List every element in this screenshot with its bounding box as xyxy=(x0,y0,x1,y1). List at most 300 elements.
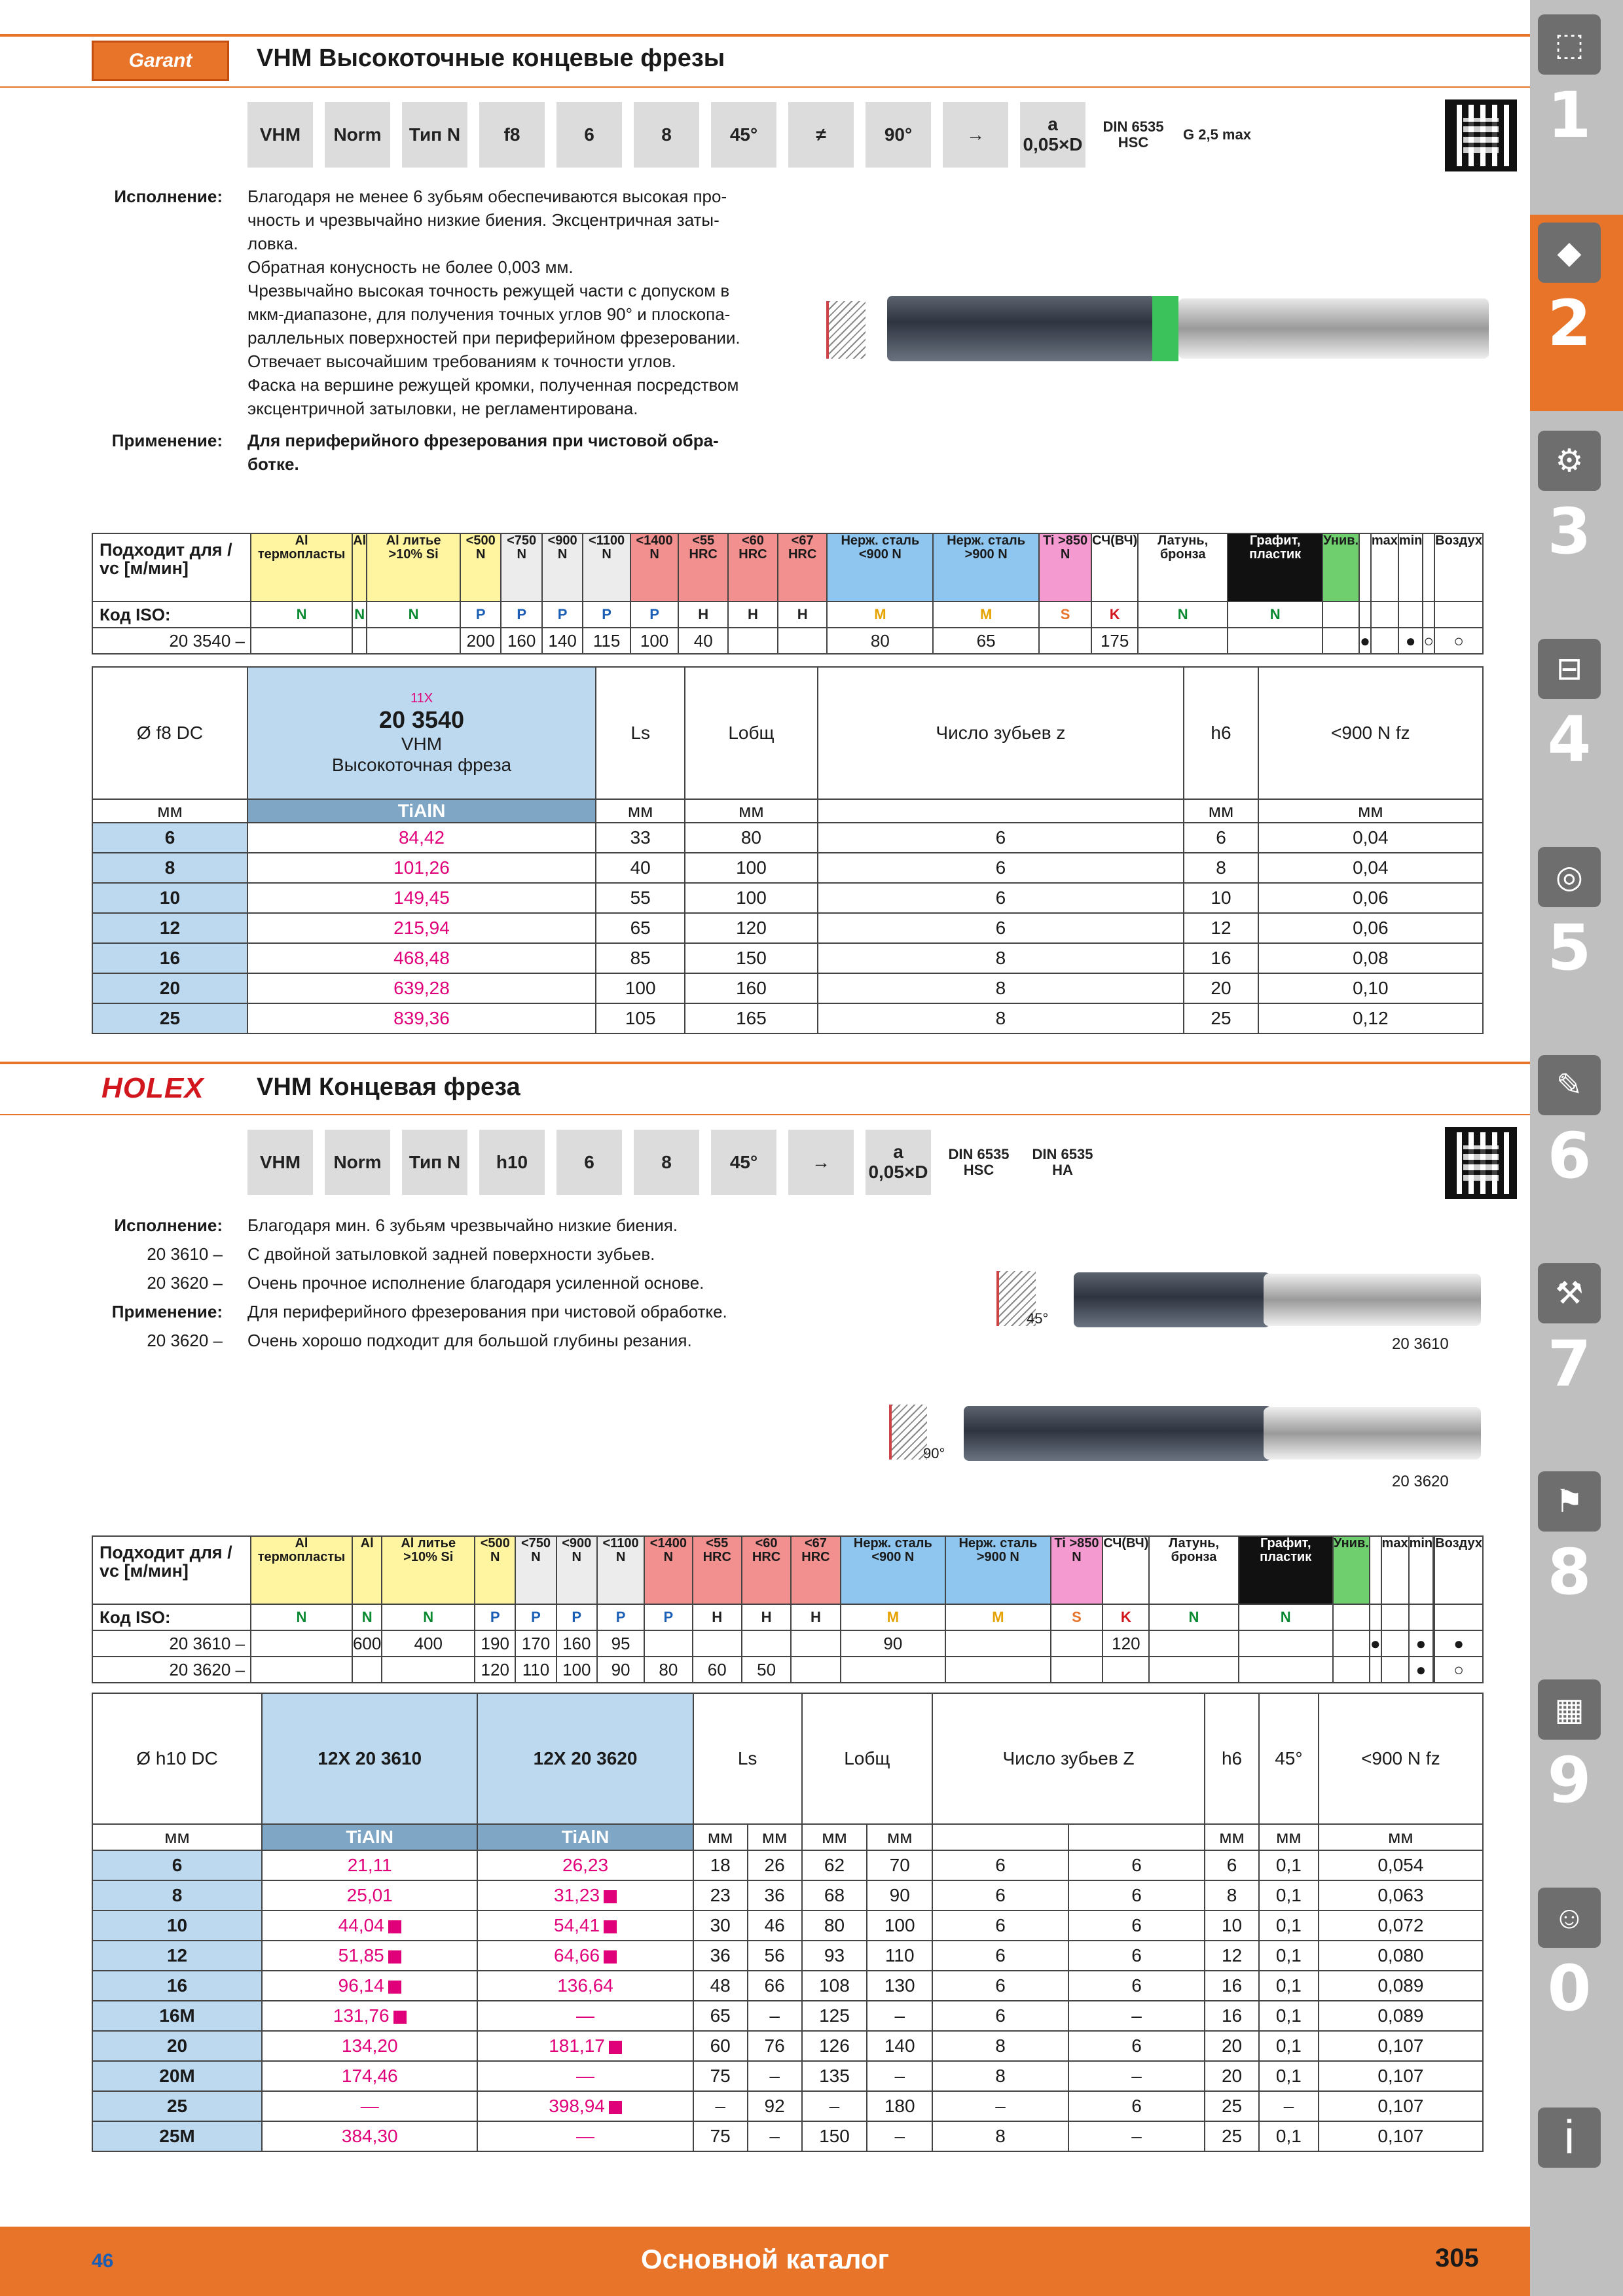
value: 93 xyxy=(802,1941,867,1971)
chapter-number: 2 xyxy=(1547,287,1592,360)
value: – xyxy=(802,2091,867,2121)
value: 0,08 xyxy=(1258,943,1483,973)
cutting-speed xyxy=(251,628,352,654)
stock-marker xyxy=(604,1950,617,1964)
caption-203620: 20 3620 xyxy=(1392,1473,1449,1490)
value: 60 xyxy=(693,2031,748,2061)
material-col: <500 N xyxy=(460,533,501,601)
cutting-speed: 600 xyxy=(352,1630,382,1657)
iso-code: P xyxy=(597,1604,644,1630)
value: 150 xyxy=(802,2121,867,2151)
value: 55 xyxy=(596,883,685,913)
chapter-number: 8 xyxy=(1547,1535,1592,1609)
value: – xyxy=(748,2061,802,2091)
material-col: max xyxy=(1381,1536,1409,1604)
line-text: Очень прочное исполнение благодаря усиленной основе. xyxy=(247,1273,704,1293)
material-col: Нерж. сталь >900 N xyxy=(945,1536,1051,1604)
sidebar-tab-4[interactable] xyxy=(1530,631,1623,781)
chapter-number: 4 xyxy=(1547,703,1592,776)
material-col: СЧ(ВЧ) xyxy=(1091,533,1138,601)
value: 6 xyxy=(1068,1941,1205,1971)
chapter-icon: ⊟ xyxy=(1538,639,1601,699)
footer-bar xyxy=(0,2227,1530,2296)
property-icon: DIN 6535 HSC xyxy=(943,1130,1015,1195)
iso-code xyxy=(1423,601,1434,628)
material-col: Воздух xyxy=(1434,533,1483,601)
value: 0,10 xyxy=(1258,973,1483,1003)
head-label: Подходит для / vc [м/мин] xyxy=(92,1536,251,1604)
sidebar-tab-9[interactable] xyxy=(1530,1672,1623,1822)
top-rule xyxy=(0,34,1530,37)
price: — xyxy=(477,2061,693,2091)
material-col: Графит, пластик xyxy=(1239,1536,1333,1604)
iso-code: P xyxy=(542,601,583,628)
cutting-speed: 120 xyxy=(1103,1630,1149,1657)
value: – xyxy=(1068,2121,1205,2151)
value: 6 xyxy=(1205,1850,1259,1880)
cutting-speed xyxy=(1381,1657,1409,1683)
iso-code xyxy=(1381,1604,1409,1630)
value: 85 xyxy=(596,943,685,973)
unit: мм xyxy=(1259,1824,1319,1850)
sidebar-tab-7[interactable] xyxy=(1530,1255,1623,1406)
value: 0,06 xyxy=(1258,883,1483,913)
cutting-speed xyxy=(251,1630,352,1657)
material-col: Нерж. сталь >900 N xyxy=(933,533,1039,601)
cutting-speed: ○ xyxy=(1434,1657,1483,1683)
iso-code: H xyxy=(778,601,828,628)
price: 384,30 xyxy=(262,2121,477,2151)
value: 0,107 xyxy=(1319,2061,1483,2091)
cutting-speed xyxy=(841,1657,946,1683)
material-col: min xyxy=(1409,1536,1434,1604)
column-header: Lобщ xyxy=(802,1693,933,1824)
product-table-2 xyxy=(92,1693,1484,2152)
material-col: <67 HRC xyxy=(791,1536,840,1604)
unit: мм xyxy=(748,1824,802,1850)
cutting-speed: 400 xyxy=(382,1630,475,1657)
iso-code: M xyxy=(841,1604,946,1630)
caption-203610: 20 3610 xyxy=(1392,1335,1449,1353)
line-label: 20 3620 – xyxy=(147,1273,223,1293)
cutting-speed: 50 xyxy=(742,1657,791,1683)
price: 44,04 xyxy=(262,1910,477,1941)
material-col: Al xyxy=(352,533,367,601)
cutting-speed: 80 xyxy=(827,628,933,654)
chapter-icon: ⚑ xyxy=(1538,1471,1601,1532)
column-header: Число зубьев Z xyxy=(932,1693,1205,1824)
iso-code xyxy=(1370,1604,1381,1630)
price: 84,42 xyxy=(247,823,596,853)
chapter-number: 1 xyxy=(1547,79,1592,152)
sidebar-tab-8[interactable] xyxy=(1530,1463,1623,1614)
material-col: СЧ(ВЧ) xyxy=(1103,1536,1149,1604)
price: 25,01 xyxy=(262,1880,477,1910)
section2-rule xyxy=(0,1062,1530,1064)
cutting-speed xyxy=(1051,1657,1103,1683)
value: – xyxy=(1259,2091,1319,2121)
row-label: 20 3610 – xyxy=(92,1630,251,1657)
value: – xyxy=(1068,2061,1205,2091)
price: 136,64 xyxy=(477,1971,693,2001)
value: – xyxy=(867,2001,932,2031)
sidebar-tab-6[interactable] xyxy=(1530,1047,1623,1198)
iso-label: Код ISO: xyxy=(92,1604,251,1630)
material-col: Воздух xyxy=(1434,1536,1483,1604)
value: – xyxy=(1068,2001,1205,2031)
diameter: 6 xyxy=(92,823,247,853)
chapter-icon: ☺ xyxy=(1538,1888,1601,1948)
value: 0,06 xyxy=(1258,913,1483,943)
article-header-2: 12X 20 3620 xyxy=(477,1693,693,1824)
line-label: 20 3610 – xyxy=(147,1244,223,1264)
value: 6 xyxy=(818,853,1184,883)
cutting-speed: 160 xyxy=(501,628,541,654)
cutting-speed xyxy=(1039,628,1091,654)
cutting-speed xyxy=(1103,1657,1149,1683)
cutting-speed xyxy=(1138,628,1228,654)
cutting-speed xyxy=(1370,1657,1381,1683)
property-icon: Тип N xyxy=(402,1130,467,1195)
application-label: Применение: xyxy=(111,431,223,450)
value: 6 xyxy=(1068,1971,1205,2001)
unit: мм xyxy=(685,799,817,823)
cutter-203620-flutes xyxy=(964,1406,1271,1461)
value: 0,04 xyxy=(1258,823,1483,853)
chapter-sidebar xyxy=(1530,0,1623,2296)
cutting-speed: 100 xyxy=(630,628,679,654)
value: 6 xyxy=(932,2001,1068,2031)
sidebar-tab-1[interactable] xyxy=(1530,7,1623,157)
cutter-203620-shank xyxy=(1264,1407,1481,1460)
iso-code: P xyxy=(460,601,501,628)
value: 6 xyxy=(1068,1910,1205,1941)
property-icon: 6 xyxy=(556,102,622,168)
material-col: Ti >850 N xyxy=(1039,533,1091,601)
stock-marker xyxy=(393,2011,407,2024)
diameter: 20 xyxy=(92,2031,262,2061)
material-col: min xyxy=(1398,533,1423,601)
price: 468,48 xyxy=(247,943,596,973)
cutting-speed xyxy=(1333,1657,1370,1683)
execution-line: эксцентричной затыловки, не регламентирована. xyxy=(247,399,638,418)
value: 26 xyxy=(748,1850,802,1880)
unit xyxy=(932,1824,1068,1850)
value: 0,1 xyxy=(1259,2061,1319,2091)
rule xyxy=(0,1114,1530,1115)
value: 160 xyxy=(685,973,817,1003)
chapter-number: 7 xyxy=(1547,1327,1592,1401)
property-icon: → xyxy=(943,102,1008,168)
article-text: VHM xyxy=(401,733,443,754)
value: 10 xyxy=(1184,883,1258,913)
cutting-speed xyxy=(778,628,828,654)
value: 0,107 xyxy=(1319,2091,1483,2121)
cutting-speed: 80 xyxy=(644,1657,692,1683)
diameter: 8 xyxy=(92,1880,262,1910)
property-icon: ≠ xyxy=(788,102,854,168)
diameter: 8 xyxy=(92,853,247,883)
cutting-speed xyxy=(251,1657,352,1683)
material-col: Al термопласты xyxy=(251,533,352,601)
cutting-speed: 120 xyxy=(475,1657,515,1683)
value: 25 xyxy=(1205,2091,1259,2121)
property-icon: 45° xyxy=(711,1130,776,1195)
value: 6 xyxy=(818,823,1184,853)
value: 6 xyxy=(1068,2091,1205,2121)
value: 48 xyxy=(693,1971,748,2001)
material-col: <55 HRC xyxy=(693,1536,742,1604)
value: 23 xyxy=(693,1880,748,1910)
execution-line: Фаска на вершине режущей кромки, полученная посредством xyxy=(247,375,739,395)
section2-title: VHM Концевая фреза xyxy=(257,1073,520,1101)
execution-line: Отвечает высочайшим требованиям к точности углов. xyxy=(247,351,676,371)
line-label: 20 3620 – xyxy=(147,1331,223,1350)
sidebar-tab-3[interactable] xyxy=(1530,423,1623,573)
value: 6 xyxy=(1068,2031,1205,2061)
value: 16 xyxy=(1184,943,1258,973)
iso-code: N xyxy=(1149,1604,1238,1630)
value: 25 xyxy=(1205,2121,1259,2151)
diameter: 20M xyxy=(92,2061,262,2091)
iso-code: H xyxy=(678,601,728,628)
cutting-speed: ● xyxy=(1359,628,1371,654)
material-col: max xyxy=(1371,533,1398,601)
chapter-icon: ▦ xyxy=(1538,1679,1601,1740)
material-col: Латунь, бронза xyxy=(1149,1536,1238,1604)
dc-header: Ø f8 DC xyxy=(92,667,247,799)
rule xyxy=(0,86,1530,88)
price: 181,17 xyxy=(477,2031,693,2061)
material-col: <900 N xyxy=(556,1536,597,1604)
value: 36 xyxy=(748,1880,802,1910)
diameter: 16 xyxy=(92,1971,262,2001)
value: 0,1 xyxy=(1259,2001,1319,2031)
property-icon: Тип N xyxy=(402,102,467,168)
coating: TiAlN xyxy=(247,799,596,823)
value: – xyxy=(748,2121,802,2151)
iso-code: N xyxy=(1228,601,1322,628)
column-header: Ls xyxy=(596,667,685,799)
price: 398,94 xyxy=(477,2091,693,2121)
price: 839,36 xyxy=(247,1003,596,1033)
stock-marker xyxy=(388,1981,401,1994)
sidebar-tab-0[interactable] xyxy=(1530,1880,1623,2030)
chapter-icon: ◎ xyxy=(1538,847,1601,907)
value: 16 xyxy=(1205,2001,1259,2031)
value: 75 xyxy=(693,2121,748,2151)
unit: мм xyxy=(1205,1824,1259,1850)
value: 8 xyxy=(818,943,1184,973)
cutting-speed xyxy=(1051,1630,1103,1657)
line-text: Для периферийного фрезерования при чистовой обработке. xyxy=(247,1302,727,1321)
price: 131,76 xyxy=(262,2001,477,2031)
cutting-speed xyxy=(1381,1630,1409,1657)
application-line: Для периферийного фрезерования при чистовой обра- xyxy=(247,431,719,450)
cutting-speed xyxy=(1371,628,1398,654)
property-icon: 6 xyxy=(556,1130,622,1195)
material-col xyxy=(1423,533,1434,601)
execution-line: раллельных поверхностей при периферийном фрезеровании. xyxy=(247,328,740,348)
property-icon: DIN 6535 HSC xyxy=(1097,102,1169,168)
line-text: Очень хорошо подходит для большой глубины резания. xyxy=(247,1331,692,1350)
unit: мм xyxy=(1184,799,1258,823)
value: 8 xyxy=(932,2031,1068,2061)
material-col: Унив. xyxy=(1333,1536,1370,1604)
diameter: 16M xyxy=(92,2001,262,2031)
material-col: Унив. xyxy=(1322,533,1359,601)
stock-marker xyxy=(604,1920,617,1933)
property-icon: f8 xyxy=(479,102,545,168)
column-header: 45° xyxy=(1259,1693,1319,1824)
cutting-speed xyxy=(791,1657,840,1683)
iso-code xyxy=(1333,1604,1370,1630)
material-col: Латунь, бронза xyxy=(1138,533,1228,601)
value: 18 xyxy=(693,1850,748,1880)
value: 12 xyxy=(1184,913,1258,943)
cutting-speed: 60 xyxy=(693,1657,742,1683)
cutting-speed xyxy=(644,1630,692,1657)
cutting-speed xyxy=(1333,1630,1370,1657)
iso-code: S xyxy=(1039,601,1091,628)
execution-line: чность и чрезвычайно низкие биения. Эксцентричная заты- xyxy=(247,210,720,230)
material-col: <60 HRC xyxy=(728,533,778,601)
material-col: Al литье >10% Si xyxy=(367,533,460,601)
cutter-shank-image xyxy=(1178,298,1489,359)
application-line: ботке. xyxy=(247,454,299,474)
row-label: 20 3540 – xyxy=(92,628,251,654)
chapter-number: 0 xyxy=(1547,1952,1592,2025)
value: 0,080 xyxy=(1319,1941,1483,1971)
sidebar-tab-2[interactable] xyxy=(1530,215,1623,411)
diameter: 16 xyxy=(92,943,247,973)
unit: мм xyxy=(867,1824,932,1850)
value: 0,1 xyxy=(1259,1941,1319,1971)
iso-code: P xyxy=(515,1604,556,1630)
diameter: 25 xyxy=(92,2091,262,2121)
value: 65 xyxy=(693,2001,748,2031)
cutting-speed xyxy=(352,1657,382,1683)
unit: мм xyxy=(1319,1824,1483,1850)
diameter: 6 xyxy=(92,1850,262,1880)
chapter-icon: ⬚ xyxy=(1538,14,1601,75)
cutting-speed: ● xyxy=(1398,628,1423,654)
cutting-speed xyxy=(1239,1630,1333,1657)
value: 6 xyxy=(932,1850,1068,1880)
stock-marker xyxy=(604,1890,617,1903)
value: 46 xyxy=(748,1910,802,1941)
value: 36 xyxy=(693,1941,748,1971)
row-label: 20 3620 – xyxy=(92,1657,251,1683)
material-col: Ti >850 N xyxy=(1051,1536,1103,1604)
value: – xyxy=(867,2061,932,2091)
value: 0,1 xyxy=(1259,1910,1319,1941)
sidebar-tab-i[interactable] xyxy=(1530,2088,1623,2238)
value: 12 xyxy=(1205,1941,1259,1971)
value: 65 xyxy=(596,913,685,943)
section1-title: VHM Высокоточные концевые фрезы xyxy=(257,45,725,72)
execution-line: Чрезвычайно высокая точность режущей части с допуском в xyxy=(247,281,730,300)
sidebar-tab-5[interactable] xyxy=(1530,839,1623,990)
chapter-icon: ◆ xyxy=(1538,223,1601,283)
cutting-speed xyxy=(945,1657,1051,1683)
property-icon: Norm xyxy=(325,102,390,168)
value: 40 xyxy=(596,853,685,883)
iso-code: N xyxy=(352,601,367,628)
cutting-speed: ● xyxy=(1370,1630,1381,1657)
price: 134,20 xyxy=(262,2031,477,2061)
cutting-speed xyxy=(791,1630,840,1657)
iso-code: P xyxy=(630,601,679,628)
value: 6 xyxy=(932,1910,1068,1941)
value: 76 xyxy=(748,2031,802,2061)
value: 56 xyxy=(748,1941,802,1971)
value: 130 xyxy=(867,1971,932,2001)
material-col xyxy=(1370,1536,1381,1604)
value: 10 xyxy=(1205,1910,1259,1941)
execution-line: Благодаря не менее 6 зубьям обеспечиваются высокая про- xyxy=(247,187,727,206)
value: 16 xyxy=(1205,1971,1259,2001)
value: 8 xyxy=(932,2121,1068,2151)
diameter: 10 xyxy=(92,883,247,913)
cutting-speed: ○ xyxy=(1434,628,1483,654)
chapter-icon: ⚙ xyxy=(1538,431,1601,491)
value: – xyxy=(748,2001,802,2031)
article-text: 20 3540 xyxy=(378,706,465,733)
value: 0,089 xyxy=(1319,2001,1483,2031)
value: – xyxy=(693,2091,748,2121)
cutting-speed: 40 xyxy=(678,628,728,654)
unit: мм xyxy=(802,1824,867,1850)
value: 100 xyxy=(867,1910,932,1941)
value: 8 xyxy=(1205,1880,1259,1910)
value: 30 xyxy=(693,1910,748,1941)
material-col: Al термопласты xyxy=(251,1536,352,1604)
value: 0,04 xyxy=(1258,853,1483,883)
cutting-speed xyxy=(1149,1657,1238,1683)
cutting-speed: 115 xyxy=(583,628,630,654)
unit: мм xyxy=(92,1824,262,1850)
value: 100 xyxy=(596,973,685,1003)
value: 6 xyxy=(932,1880,1068,1910)
property-icon: Norm xyxy=(325,1130,390,1195)
article-header-1: 12X 20 3610 xyxy=(262,1693,477,1824)
cutting-speed xyxy=(742,1630,791,1657)
material-col: <1100 N xyxy=(597,1536,644,1604)
cutter-203610-flutes xyxy=(1074,1272,1270,1327)
column-header: h6 xyxy=(1205,1693,1259,1824)
coating: TiAlN xyxy=(262,1824,477,1850)
value: 6 xyxy=(1068,1850,1205,1880)
cutter-flutes-image xyxy=(887,296,1156,361)
article-header xyxy=(247,667,596,799)
price: 101,26 xyxy=(247,853,596,883)
iso-code: H xyxy=(693,1604,742,1630)
chapter-number: 3 xyxy=(1547,495,1592,568)
stock-marker xyxy=(609,2101,622,2114)
iso-code: S xyxy=(1051,1604,1103,1630)
value: 8 xyxy=(818,1003,1184,1033)
unit xyxy=(1068,1824,1205,1850)
iso-code: P xyxy=(644,1604,692,1630)
iso-code: N xyxy=(367,601,460,628)
price: 64,66 xyxy=(477,1941,693,1971)
iso-code xyxy=(1322,601,1359,628)
cutting-speed xyxy=(367,628,460,654)
value: 75 xyxy=(693,2061,748,2091)
cutting-speed: ● xyxy=(1434,1630,1483,1657)
cutting-speed: 200 xyxy=(460,628,501,654)
